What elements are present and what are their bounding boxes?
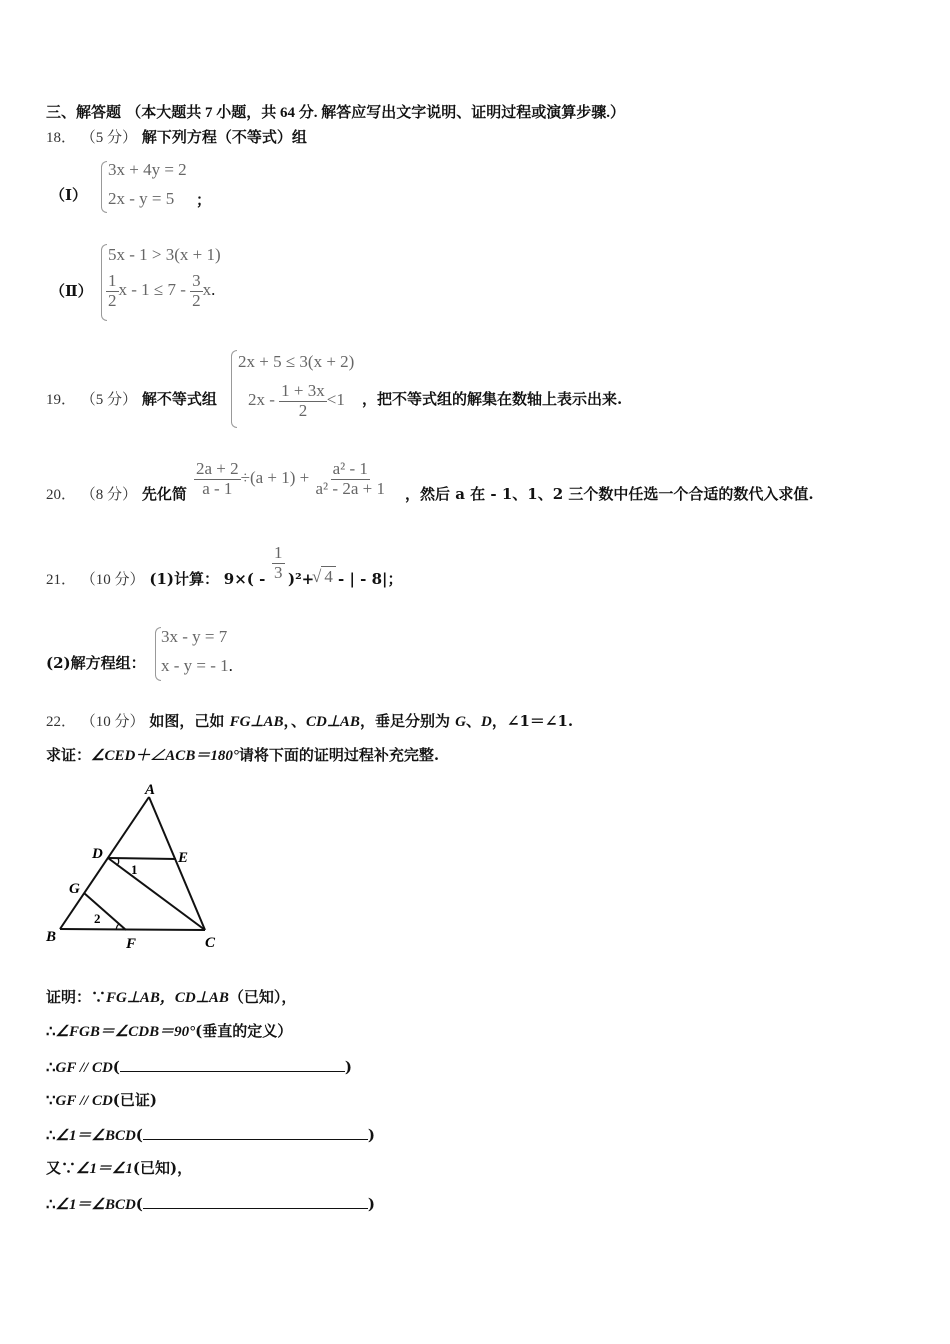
section-heading (46, 103, 625, 122)
proof-line-2: ∴∠FGB＝∠CDB＝90°(垂直的定义） (46, 1022, 293, 1040)
question-number: 18． (46, 130, 77, 146)
label-D: D (92, 846, 103, 862)
q21-expr-tail: - | - 8|； (338, 570, 403, 588)
question-stem: 解下列方程（不等式）组 (141, 128, 307, 146)
question-18-header (46, 128, 307, 147)
q22-prove: 求证：∠CED＋∠ACB＝180°请将下面的证明过程补充完整. (46, 746, 440, 764)
question-21-header: 21． （10 分） (1)计算： 9×( - (46, 570, 266, 588)
answer-blank[interactable] (143, 1194, 368, 1209)
q18-part2-label: （Ⅱ） (50, 282, 93, 300)
q21-part2-label: (2)解方程组： (46, 654, 146, 672)
q20-expression: $\frac{2a + 2}{a - 1}$ ÷(a + 1) + $\frac{\text{a² - 1}}{\text{a² - 2a + 1}}$ (196, 459, 385, 498)
label-F: F (126, 936, 137, 952)
angle-1-label: 1 (131, 862, 138, 877)
q19-ineq2: 2x - $\frac{1 + 3x}{2}$ <1 (248, 381, 345, 420)
q18-part2-ineq2: $\frac{1}{2}$ x - 1 ≤ 7 - $\frac{3}{2}$ x. (108, 271, 216, 310)
section-note: （本大题共 7 小题，共 64 分. 解答应写出文字说明、证明过程或演算步骤.） (126, 105, 626, 121)
q21-eq2: x - y = - 1. (161, 656, 233, 675)
brace-icon (101, 161, 107, 213)
proof-line-5: ∴∠1＝∠BCD( ) (46, 1126, 376, 1144)
q21-eq1: 3x - y = 7 (161, 627, 228, 646)
q18-part1-label: （Ⅰ） (50, 186, 88, 204)
q19-ineq1: 2x + 5 ≤ 3(x + 2) (238, 352, 355, 371)
label-B: B (46, 929, 57, 945)
q21-expr-post: )²+ (288, 570, 315, 588)
proof-line-1: 证明：∵FG⊥AB，CD⊥AB（已知）， (46, 988, 297, 1006)
triangle-figure (40, 775, 230, 955)
label-G: G (69, 881, 80, 897)
proof-line-4: ∵GF // CD(已证) (46, 1091, 157, 1109)
question-19-header: 19． （5 分） 解不等式组 (46, 390, 217, 408)
brace-icon (231, 350, 237, 428)
q21-sqrt: √ 4 (312, 567, 336, 587)
question-22-header: 22． （10 分） 如图，己如 FG⊥AB，、CD⊥AB，垂足分别为 G、D，∠1＝∠1. (46, 712, 574, 730)
section-title: 三、解答题 (46, 103, 122, 121)
proof-line-7: ∴∠1＝∠BCD( ) (46, 1195, 376, 1213)
q20-tail: ，然后 a 在 - 1、1、2 三个数中任选一个合适的数代入求值. (405, 485, 814, 503)
label-E: E (178, 850, 189, 866)
label-C: C (205, 935, 216, 951)
question-score: （5 分） (80, 130, 138, 146)
proof-line-6: 又∵∠1＝∠1(已知)， (46, 1159, 193, 1177)
q18-part1-eq2: 2x - y = 5 (108, 189, 175, 208)
q18-part1-eq1: 3x + 4y = 2 (108, 160, 187, 179)
answer-blank[interactable] (120, 1057, 345, 1072)
q21-fraction: $\frac{1}{3}$ (274, 543, 283, 582)
semicolon: ； (196, 191, 212, 209)
q19-tail: ，把不等式组的解集在数轴上表示出来. (362, 390, 623, 408)
q18-part2-ineq1: 5x - 1 > 3(x + 1) (108, 245, 221, 264)
proof-line-3: ∴GF // CD( ) (46, 1058, 353, 1076)
angle-2-label: 2 (94, 911, 101, 926)
label-A: A (145, 782, 156, 798)
answer-blank[interactable] (143, 1125, 368, 1140)
question-20-header: 20． （8 分） 先化简 (46, 485, 187, 503)
